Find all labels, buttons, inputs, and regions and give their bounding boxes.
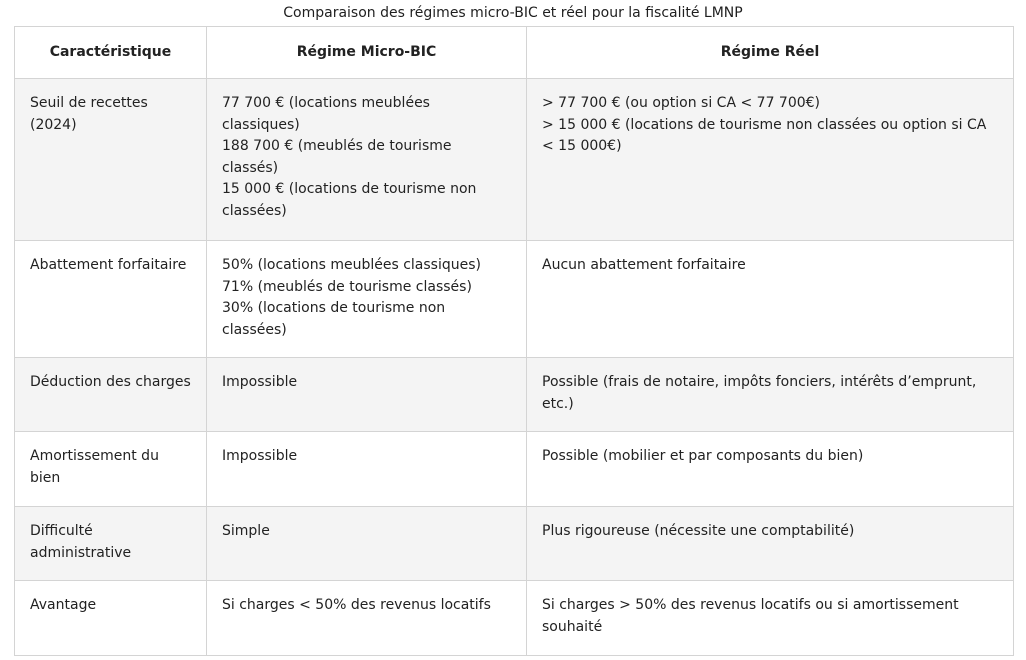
header-row (15, 27, 1014, 79)
cell-line: Possible (mobilier et par composants du bien) (542, 448, 864, 464)
cell-line: Simple (222, 523, 270, 539)
row-micro-bic (207, 581, 527, 656)
table-row (15, 581, 1014, 656)
row-micro-bic (207, 358, 527, 432)
table-row (15, 432, 1014, 507)
cell-line: Impossible (222, 448, 298, 464)
comparison-table (14, 26, 1014, 656)
header-reel: Régime Réel (527, 27, 1014, 79)
table-row (15, 358, 1014, 432)
row-reel (527, 79, 1014, 241)
cell-line: Si charges > 50% des revenus locatifs ou si amortissement souhaité (542, 597, 959, 635)
row-micro-bic (207, 79, 527, 241)
row-feature: Difficulté administrative (15, 507, 207, 581)
row-reel (527, 507, 1014, 581)
cell-line: Aucun abattement forfaitaire (542, 257, 746, 273)
row-reel (527, 358, 1014, 432)
row-reel (527, 241, 1014, 358)
header-micro-bic: Régime Micro-BIC (207, 27, 527, 79)
header-feature: Caractéristique (15, 27, 207, 79)
row-feature: Déduction des charges (15, 358, 207, 432)
row-feature: Amortissement du bien (15, 432, 207, 507)
cell-line: 71% (meublés de tourisme classés) (222, 278, 472, 295)
cell-line: 30% (locations de tourisme non classées) (222, 300, 446, 338)
table-row (15, 241, 1014, 358)
cell-line: 50% (locations meublées classiques) (222, 257, 481, 273)
row-reel (527, 432, 1014, 507)
cell-line: 15 000 € (locations de tourisme non classées) (222, 181, 477, 219)
table-row (15, 507, 1014, 581)
row-micro-bic (207, 507, 527, 581)
row-micro-bic (207, 432, 527, 507)
row-feature: Abattement forfaitaire (15, 241, 207, 358)
row-micro-bic (207, 241, 527, 358)
row-feature: Seuil de recettes (2024) (15, 79, 207, 241)
cell-line: 77 700 € (locations meublées classiques) (222, 95, 430, 133)
cell-line: Impossible (222, 374, 298, 390)
cell-line: > 77 700 € (ou option si CA < 77 700€) (542, 95, 821, 111)
cell-line: Possible (frais de notaire, impôts fonciers, intérêts d’emprunt, etc.) (542, 374, 977, 412)
cell-line: Plus rigoureuse (nécessite une comptabilité) (542, 523, 855, 539)
row-reel (527, 581, 1014, 656)
table-row (15, 79, 1014, 241)
cell-line: 188 700 € (meublés de tourisme classés) (222, 138, 452, 176)
row-feature: Avantage (15, 581, 207, 656)
cell-line: > 15 000 € (locations de tourisme non classées ou option si CA < 15 000€) (542, 116, 987, 154)
cell-line: Si charges < 50% des revenus locatifs (222, 597, 491, 613)
table-caption: Comparaison des régimes micro-BIC et réel pour la fiscalité LMNP (283, 5, 743, 21)
